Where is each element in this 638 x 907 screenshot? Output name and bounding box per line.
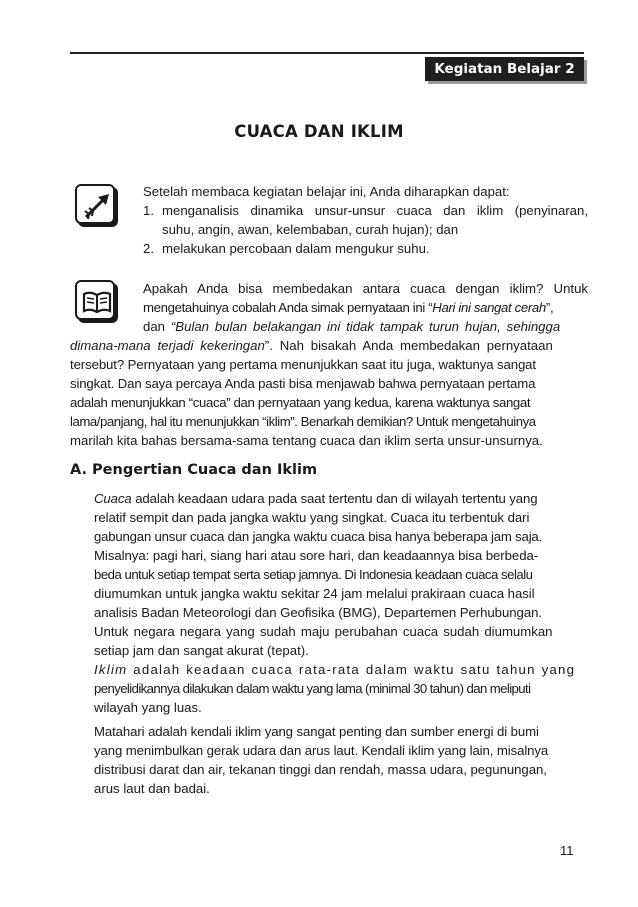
text-line: Apakah Anda bisa membedakan antara cuaca dengan iklim? Untuk: [143, 281, 588, 296]
text-span: mengetahuinya cobalah Anda simak pernyataan ini “: [143, 300, 433, 315]
quote-italic: Hari ini sangat cerah: [432, 300, 546, 315]
section-heading: A. Pengertian Cuaca dan Iklim: [70, 462, 318, 478]
text-line: distribusi darat dan air, tekanan tinggi dan rendah, massa udara, pegunungan,: [94, 762, 547, 777]
quote-italic: “Bulan bulan belakangan ini tidak tampak turun hujan, sehingga: [170, 319, 561, 334]
text-line: arus laut dan badai.: [94, 781, 210, 796]
list-number: 2.: [143, 241, 154, 256]
text-span: adalah keadaan udara pada saat tertentu dan di wilayah tertentu yang: [131, 491, 538, 506]
paragraph-cuaca: [94, 489, 588, 660]
header-rule: [70, 52, 584, 54]
text-line: gabungan unsur cuaca dan jangka waktu cuaca bisa hanya beberapa jam saja.: [94, 529, 543, 544]
text-line: diumumkan untuk jangka waktu sekitar 24 jam melalui prakiraan cuaca hasil: [94, 586, 535, 601]
text-line: [143, 317, 588, 336]
text-span: ”,: [545, 300, 554, 315]
arrow-target-icon: [75, 184, 115, 224]
text-span: adalah keadaan cuaca rata-rata dalam waktu satu tahun yang: [127, 662, 576, 677]
term-italic: Cuaca: [94, 491, 132, 506]
page-title: CUACA DAN IKLIM: [234, 122, 404, 141]
list-number: 1.: [143, 203, 154, 218]
text-line: [94, 489, 588, 508]
paragraph-kendali: [94, 722, 588, 798]
open-book-icon: [75, 280, 115, 320]
text-line: [94, 660, 588, 679]
text-line: tersebut? Pernyataan yang pertama menunjukkan saat itu juga, waktunya sangat: [70, 357, 536, 372]
text-line: [143, 298, 588, 317]
reading-paragraph-top: [143, 279, 588, 336]
list-text: suhu, angin, awan, kelembaban, curah hujan); dan: [162, 222, 459, 237]
quote-italic: dimana-mana terjadi kekeringan: [70, 338, 265, 353]
objectives-intro: Setelah membaca kegiatan belajar ini, Anda diharapkan dapat:: [143, 184, 510, 199]
text-line: yang menimbulkan gerak udara dan arus laut. Kendali iklim yang lain, misalnya: [94, 743, 549, 758]
page-number: 11: [560, 843, 574, 858]
text-span: dan: [143, 319, 171, 334]
text-line: marilah kita bahas bersama-sama tentang cuaca dan iklim serta unsur-unsurnya.: [70, 433, 543, 448]
text-line: adalah menunjukkan “cuaca” dan pernyataan yang kedua, karena waktunya sangat: [70, 395, 531, 410]
text-line: [70, 336, 588, 355]
term-italic: Iklim: [94, 662, 128, 677]
text-line: Matahari adalah kendali iklim yang sangat penting dan sumber energi di bumi: [94, 724, 539, 739]
text-line: Misalnya: pagi hari, siang hari atau sore hari, dan keadaannya bisa berbeda-: [94, 548, 539, 563]
text-span: ”. Nah bisakah Anda membedakan pernyataan: [264, 338, 553, 353]
text-line: wilayah yang luas.: [94, 700, 202, 715]
text-line: Untuk negara negara yang sudah maju perubahan cuaca sudah diumumkan: [94, 624, 553, 639]
text-line: relatif sempit dan pada jangka waktu yang singkat. Cuaca itu terbentuk dari: [94, 510, 530, 525]
text-line: setiap jam dan sangat akurat (tepat).: [94, 643, 309, 658]
list-text: menganalisis dinamika unsur-unsur cuaca dan iklim (penyinaran,: [162, 203, 588, 218]
text-line: penyelidikannya dilakukan dalam waktu yang lama (minimal 30 tahun) dan meliputi: [94, 681, 531, 696]
text-line: singkat. Dan saya percaya Anda pasti bisa menjawab bahwa pernyataan pertama: [70, 376, 536, 391]
text-line: analisis Badan Meteorologi dan Geofisika (BMG), Departemen Perhubungan.: [94, 605, 543, 620]
reading-paragraph-body: [70, 336, 588, 450]
text-line: beda untuk setiap tempat serta setiap jamnya. Di Indonesia keadaan cuaca selalu: [94, 567, 533, 582]
list-text: melakukan percobaan dalam mengukur suhu.: [162, 241, 430, 256]
paragraph-iklim: [94, 660, 588, 717]
text-line: lama/panjang, hal itu menunjukkan “iklim”. Benarkah demikian? Untuk mengetahuinya: [70, 414, 536, 429]
section-badge: Kegiatan Belajar 2: [425, 57, 584, 81]
